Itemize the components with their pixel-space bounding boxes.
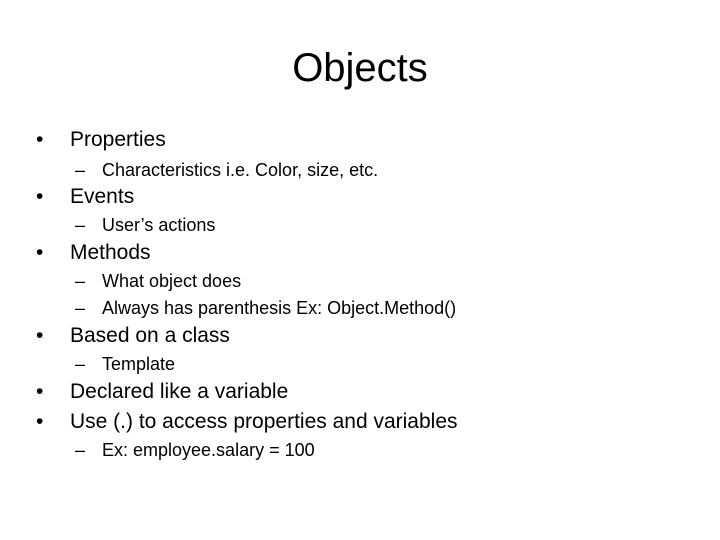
bullet-item bbox=[36, 240, 151, 266]
slide-title: Objects bbox=[292, 46, 428, 90]
sub-bullet-text: User’s actions bbox=[102, 215, 216, 235]
dash-icon: – bbox=[75, 354, 86, 374]
bullet-text: Methods bbox=[70, 241, 151, 264]
sub-bullet-text: Characteristics i.e. Color, size, etc. bbox=[102, 160, 379, 180]
sub-bullet-item bbox=[75, 439, 315, 461]
bullet-icon: • bbox=[36, 241, 44, 264]
bullet-icon: • bbox=[36, 128, 44, 151]
dash-icon: – bbox=[75, 298, 86, 318]
sub-bullet-text: Always has parenthesis Ex: Object.Method() bbox=[102, 298, 457, 318]
dash-icon: – bbox=[75, 215, 86, 235]
bullet-icon: • bbox=[36, 185, 44, 208]
bullet-text: Declared like a variable bbox=[70, 380, 289, 403]
bullet-item bbox=[36, 127, 166, 153]
dash-icon: – bbox=[75, 271, 86, 291]
bullet-item bbox=[36, 323, 230, 349]
dash-icon: – bbox=[75, 440, 86, 460]
bullet-icon: • bbox=[36, 410, 44, 433]
sub-bullet-item bbox=[75, 353, 175, 375]
sub-bullet-text: Template bbox=[102, 354, 176, 374]
sub-bullet-item bbox=[75, 297, 456, 319]
bullet-icon: • bbox=[36, 380, 44, 403]
bullet-item bbox=[36, 379, 288, 405]
bullet-text: Use (.) to access properties and variables bbox=[70, 410, 458, 433]
bullet-text: Properties bbox=[70, 128, 166, 151]
sub-bullet-item bbox=[75, 270, 241, 292]
bullet-text: Based on a class bbox=[70, 324, 230, 347]
bullet-item bbox=[36, 184, 134, 210]
sub-bullet-text: What object does bbox=[102, 271, 242, 291]
bullet-item bbox=[36, 409, 458, 435]
dash-icon: – bbox=[75, 160, 86, 180]
sub-bullet-item bbox=[75, 214, 215, 236]
bullet-icon: • bbox=[36, 324, 44, 347]
bullet-text: Events bbox=[70, 185, 135, 208]
sub-bullet-text: Ex: employee.salary = 100 bbox=[102, 440, 315, 460]
sub-bullet-item bbox=[75, 159, 378, 181]
